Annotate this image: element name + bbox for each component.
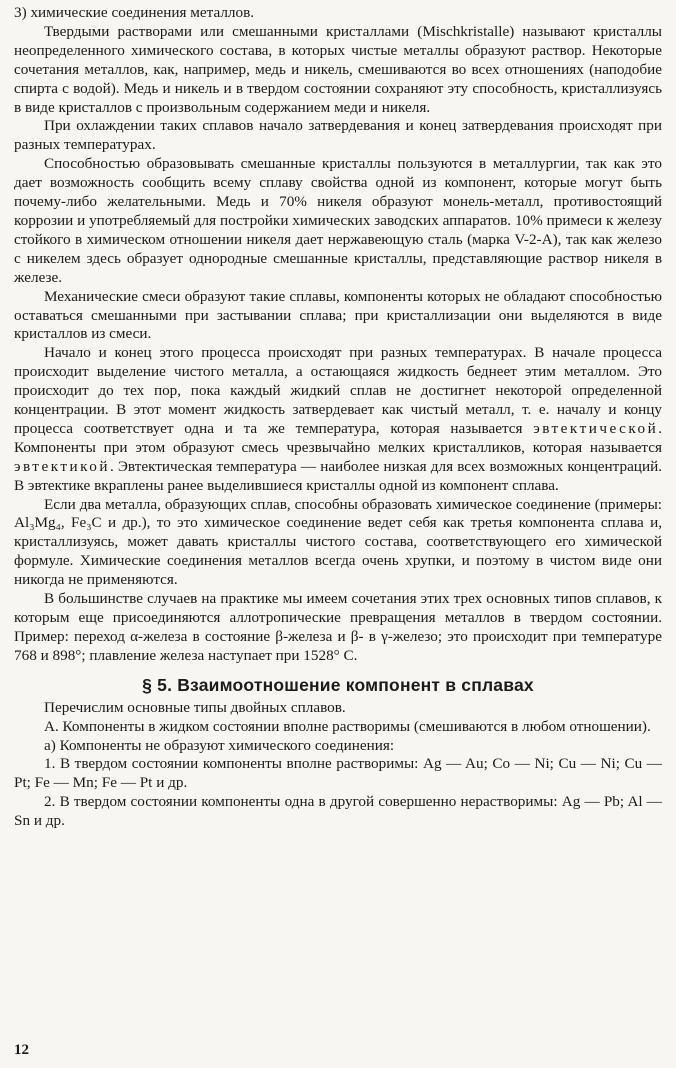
mid-paragraphs — [14, 496, 662, 666]
paragraph: А. Компоненты в жидком состоянии вполне растворимы (смешиваются в любом отношении). — [44, 717, 651, 735]
eutectic-paragraph — [14, 344, 662, 495]
paragraph: Если два металла, образующих сплав, способны образовать химическое соединение (примеры: Al₃Mg₄, Fe₃C и др.), то это химическое соединение ведет себя как третья компонента сплава и, кристаллизуясь, может давать кристаллы чистого состава, соответствующего его химической формуле. Химические соединения металлов всегда очень хрупки, и поэтому в чистом виде они никогда не применяются. — [14, 495, 662, 589]
top-paragraphs — [14, 4, 662, 344]
paragraph: Механические смеси образуют такие сплавы, компоненты которых не обладают способностью оставаться смешанными при застывании сплава; при кристаллизации они выделяются в виде кристаллов из смеси. — [14, 287, 662, 343]
bottom-paragraphs — [14, 699, 662, 831]
paragraph: Способностью образовывать смешанные кристаллы пользуются в металлургии, так как это дает возможность сообщить всему сплаву свойства одной из компонент, которые могут быть почему-либо желательными. Медь и 70% никеля образуют монель-металл, противостоящий коррозии и употребляемый для постройки химических заводских аппаратов. 10% примеси к железу стойкого в химическом отношении никеля дает нержавеющую сталь (марка V-2-A), так как железо с никелем здесь образует однородные смешанные кристаллы, представляющие раствор никеля в железе. — [14, 155, 662, 286]
paragraph: 2. В твердом состоянии компоненты одна в другой совершенно нерастворимы: Ag — Pb; Al — Sn и др. — [14, 793, 662, 830]
page-body — [14, 4, 662, 831]
paragraph: При охлаждении таких сплавов начало затвердевания и конец затвердевания происходят при разных температурах. — [14, 117, 662, 154]
term-eutectic-temperature: эвтектической — [533, 419, 659, 437]
paragraph: В большинстве случаев на практике мы имеем сочетания этих трех основных типов сплавов, к которым еще присоединяются аллотропические превращения металлов в твердом состоянии. Пример: переход α-железа в состояние β-железа и β- в γ-железо; это происходит при температуре 768 и 898°; плавление железа наступает при 1528° C. — [14, 590, 662, 664]
paragraph: 3) химические соединения металлов. — [14, 4, 255, 21]
paragraph: Твердыми растворами или смешанными кристаллами (Mischkristalle) называют кристаллы неопределенного химического состава, в которых чистые металлы образуют раствор. Некоторые сочетания металлов, как, например, медь и никель, смешиваются во всех отношениях (наподобие спирта с водой). Медь и никель и в твердом состоянии сохраняют эту способность, кристаллизуясь в виде кристаллов с произвольным содержанием меди и никеля. — [14, 22, 662, 116]
paragraph-text: . Эвтектическая температура — наиболее низкая для всех возможных концентраций. В эвтектике вкраплены ранее выделившиеся кристаллы одной из компонент сплава. — [14, 457, 662, 494]
page-number: 12 — [14, 1042, 29, 1058]
paragraph: 1. В твердом состоянии компоненты вполне растворимы: Ag — Au; Co — Ni; Cu — Ni; Cu — Pt; Fe — Mn; Fe — Pt и др. — [14, 755, 662, 792]
paragraph-text: Начало и конец этого процесса происходят при разных температурах. В начале процесса происходит выделение чистого металла, а остающаяся жидкость беднеет этим металлом. Это происходит до тех пор, пока каждый жидкий сплав не достигнет некоторой определенной концентрации. В этот момент жидкость затвердевает как чистый металл, т. е. началу и концу процесса соответствует одна и та же температура, которая называется — [14, 344, 662, 437]
paragraph: а) Компоненты не образуют химического соединения: — [44, 736, 395, 754]
paragraph-text: . Компоненты при этом образуют смесь чрезвычайно мелких кристалликов, которая называется — [14, 419, 662, 456]
term-eutectic: эвтектикой — [14, 457, 110, 475]
section-heading: § 5. Взаимоотношение компонент в сплавах — [142, 674, 534, 695]
paragraph: Перечислим основные типы двойных сплавов. — [44, 698, 346, 716]
